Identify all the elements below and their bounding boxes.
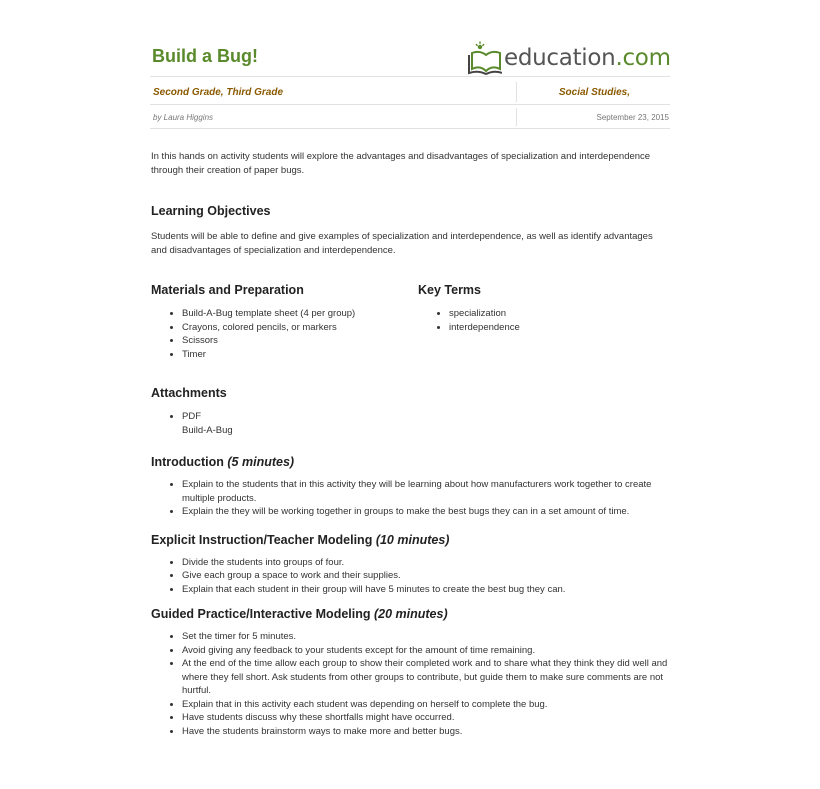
header-divider	[150, 76, 670, 77]
lesson-content	[151, 150, 671, 738]
list-item: • Divide the students into groups of four.	[182, 556, 671, 570]
attachment-name: Build-A-Bug	[182, 424, 233, 436]
list-item: • Explain to the students that in this activity they will be learning about how manufacturers work together to create multiple products.	[182, 478, 671, 505]
guided-practice-heading-text: Guided Practice/Interactive Modeling	[151, 607, 371, 621]
key-terms-section	[418, 283, 668, 361]
explicit-instruction-heading	[151, 533, 671, 547]
list-item: • Build-A-Bug template sheet (4 per group)	[182, 307, 418, 321]
attachment-type: PDF	[182, 411, 201, 422]
attachments-heading: Attachments	[151, 386, 227, 400]
list-item: • specialization	[449, 307, 668, 321]
materials-list	[151, 307, 418, 361]
publish-date: September 23, 2015	[596, 113, 669, 122]
list-item: • At the end of the time allow each group to show their completed work and to share what they think they did well and where they fell short. Ask students from other groups to contribute, but guide them to make sure comments are not hurtful.	[182, 657, 671, 698]
explicit-instruction-list	[151, 556, 671, 597]
list-item: • Explain that in this activity each student was depending on herself to complete the bug.	[182, 698, 671, 712]
list-item: • Have the students brainstorm ways to make more and better bugs.	[182, 725, 671, 739]
logo-wordmark-suffix: .com	[615, 45, 671, 71]
grade-levels: Second Grade, Third Grade	[153, 87, 284, 98]
key-terms-heading: Key Terms	[418, 283, 481, 297]
learning-objectives-text: Students will be able to define and give examples of specialization and interdependence, as well as identify advantages and disadvantages of specialization and interdependence.	[151, 231, 653, 256]
list-item: • Set the timer for 5 minutes.	[182, 630, 671, 644]
introduction-heading	[151, 455, 671, 469]
list-item: • Crayons, colored pencils, or markers	[182, 321, 418, 335]
guided-practice-duration: (20 minutes)	[374, 607, 448, 621]
meta-divider	[516, 82, 517, 102]
guided-practice-list	[151, 630, 671, 738]
author: by Laura Higgins	[153, 113, 214, 122]
list-item: • interdependence	[449, 321, 668, 335]
list-item: • Give each group a space to work and their supplies.	[182, 569, 671, 583]
explicit-instruction-heading-text: Explicit Instruction/Teacher Modeling	[151, 532, 373, 547]
book-reader-icon	[466, 41, 502, 75]
author-divider	[516, 108, 517, 126]
introduction-duration: (5 minutes)	[227, 455, 295, 469]
document-title: Build a Bug!	[152, 46, 258, 66]
logo-wordmark	[504, 45, 671, 71]
education-com-logo	[466, 40, 671, 76]
logo-wordmark-main: education	[504, 45, 616, 71]
explicit-instruction-duration: (10 minutes)	[375, 532, 450, 547]
learning-objectives-heading: Learning Objectives	[151, 204, 271, 218]
list-item: • Avoid giving any feedback to your students except for the amount of time remaining.	[182, 644, 671, 658]
list-item: • Scissors	[182, 334, 418, 348]
list-item: • Explain the they will be working together in groups to make the best bugs they can in a set amount of time.	[182, 505, 671, 519]
list-item: • Have students discuss why these shortfalls might have occurred.	[182, 711, 671, 725]
materials-keyterms-row	[151, 283, 671, 361]
intro-paragraph: In this hands on activity students will explore the advantages and disadvantages of specialization and interdependence through their creation of paper bugs.	[151, 151, 651, 176]
meta-divider-line	[150, 104, 670, 105]
guided-practice-heading	[151, 607, 671, 621]
list-item: • Explain that each student in their group will have 5 minutes to create the best bug they can.	[182, 583, 671, 597]
subject: Social Studies,	[558, 87, 630, 98]
attachment-link[interactable]	[182, 410, 671, 437]
introduction-heading-text: Introduction	[151, 455, 224, 469]
materials-heading: Materials and Preparation	[151, 283, 304, 297]
materials-section	[151, 283, 418, 361]
key-terms-list	[418, 307, 668, 334]
author-divider-line	[150, 128, 670, 129]
attachments-list	[151, 410, 671, 437]
introduction-list	[151, 478, 671, 519]
list-item: • Timer	[182, 348, 418, 362]
